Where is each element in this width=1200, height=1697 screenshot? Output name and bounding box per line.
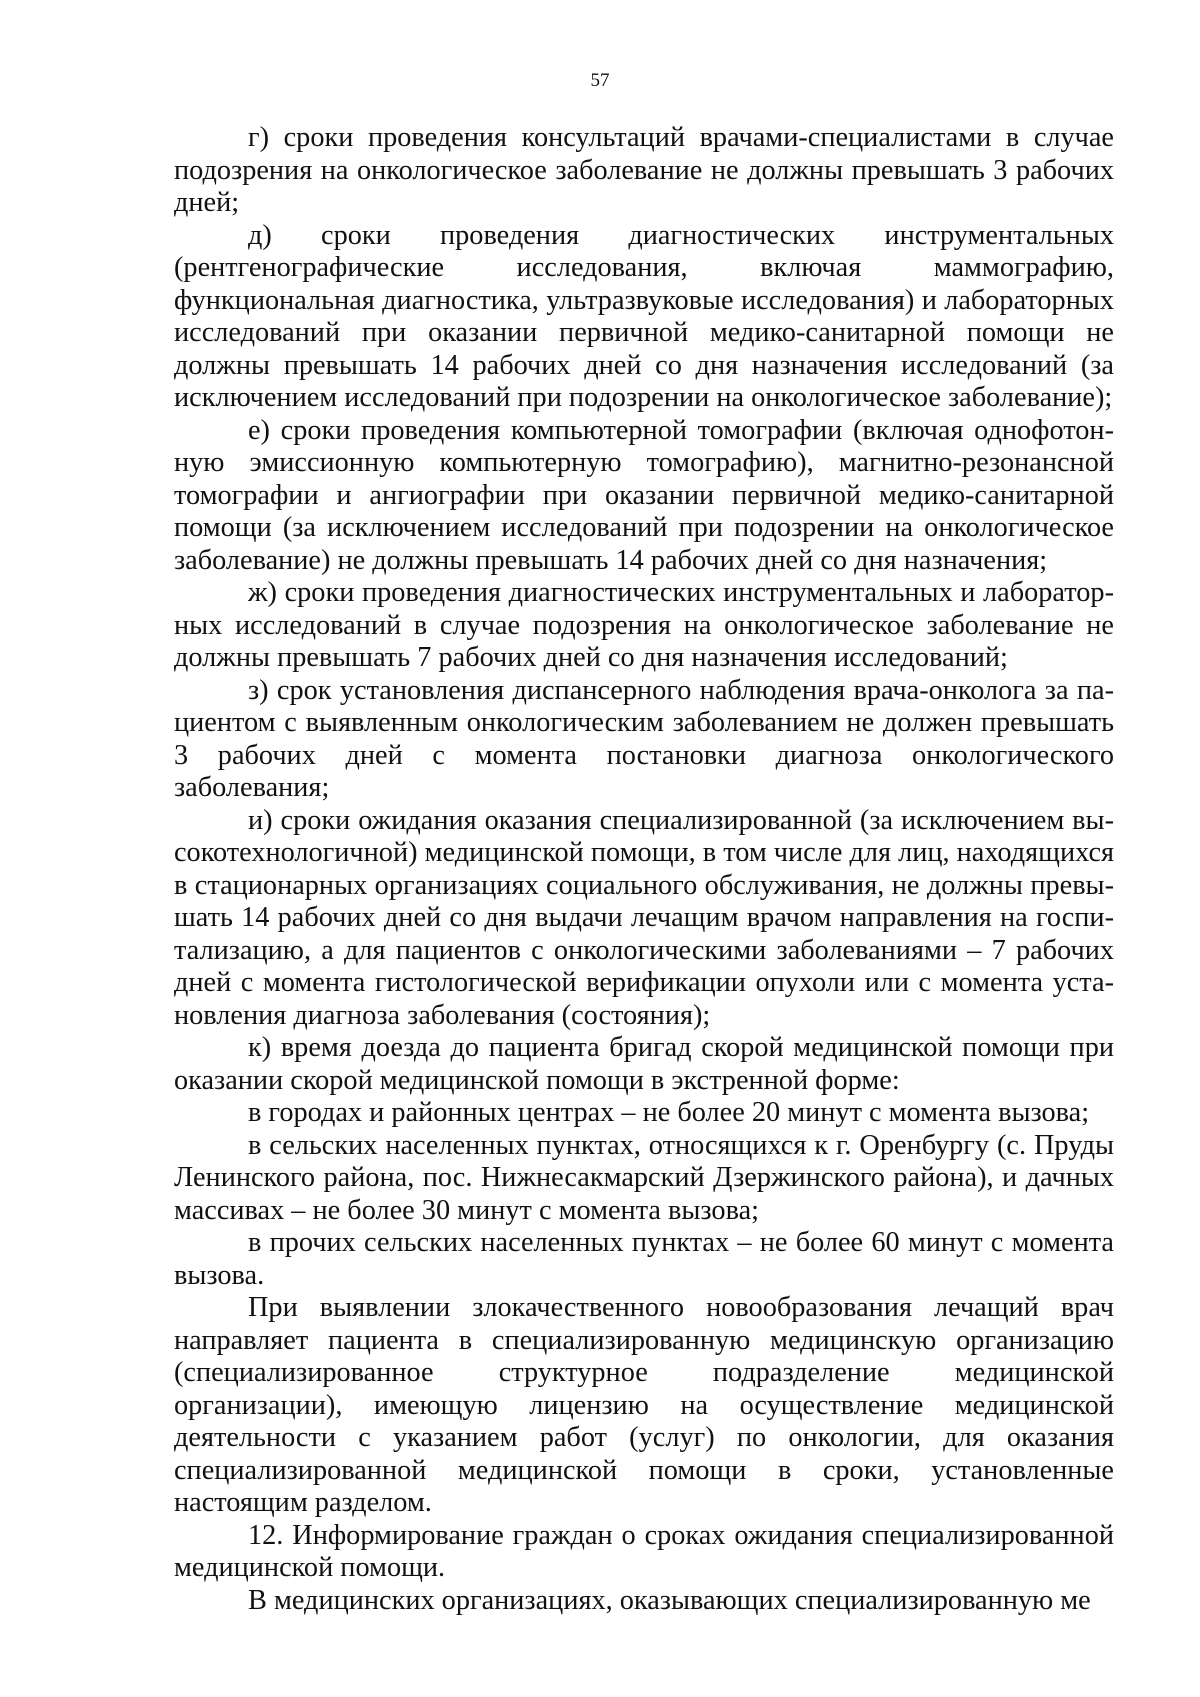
document-body	[174, 122, 1114, 1617]
page-number: 57	[590, 70, 610, 91]
paragraph-malignant-neoplasm: При выявлении злокачественного новообразования лечащий врач направляет пациента в специализированную медицинскую организацию (специализированное структурное подразделение медицинской организации), имеющую лицензию на осуществление медицинской деятельности с указанием работ (услуг) по онкологии, для оказания специализированной медицинской помощи в сроки, установленные настоящим разделом.	[174, 1292, 1114, 1518]
paragraph-e: е) сроки проведения компьютерной томографии (включая однофотонную эмиссионную компьютерную томографию), магнитно-резонансной томографии и ангиографии при оказании первичной медико-санитарной помощи (за исключением исследований при подозрении на онкологическое заболевание) не должны превышать 14 рабочих дней со дня назначения;	[174, 414, 1114, 576]
paragraph-section-12: 12. Информирование граждан о сроках ожидания специализированной медицинской помощи.	[174, 1519, 1114, 1583]
paragraph-z: з) срок установления диспансерного наблюдения врача-онколога за пациентом с выявленным онкологическим заболеванием не должен превышать 3 рабочих дней с момента постановки диагноза онкологического заболевания;	[174, 674, 1114, 803]
paragraph-rural-orenburg: в сельских населенных пунктах, относящихся к г. Оренбургу (с. Пруды Ленинского района, пос. Нижнесакмарский Дзержинского района), и дачных массивах – не более 30 минут с момента вызова;	[174, 1129, 1114, 1226]
paragraph-other-rural: в прочих сельских населенных пунктах – не более 60 минут с момента вызова.	[174, 1227, 1114, 1291]
paragraph-zh: ж) сроки проведения диагностических инструментальных и лабораторных исследований в случае подозрения на онкологическое заболевание не должны превышать 7 рабочих дней со дня назначения исследований;	[174, 577, 1114, 673]
paragraph-k: к) время доезда до пациента бригад скорой медицинской помощи при оказании скорой медицинской помощи в экстренной форме:	[174, 1032, 1114, 1096]
paragraph-medical-organizations: В медицинских организациях, оказывающих специализированную ме	[248, 1584, 1091, 1616]
paragraph-d: д) сроки проведения диагностических инструментальных (рентгенографические исследования, включая маммографию, функциональная диагностика, ультразвуковые исследования) и лабораторных исследований при оказании первичной медико-санитарной помощи не должны превышать 14 рабочих дней со дня назначения исследований (за исключением исследований при подозрении на онкологическое заболевание);	[174, 219, 1114, 413]
paragraph-i: и) сроки ожидания оказания специализированной (за исключением высокотехнологичной) медицинской помощи, в том числе для лиц, находящихся в стационарных организациях социального обслуживания, не должны превышать 14 рабочих дней со дня выдачи лечащим врачом направления на госпитализацию, а для пациентов с онкологическими заболеваниями – 7 рабочих дней с момента гистологической верификации опухоли или с момента установления диагноза заболевания (состояния);	[174, 804, 1115, 1031]
paragraph-g: г) сроки проведения консультаций врачами-специалистами в случае подозрения на онкологическое заболевание не должны превышать 3 рабочих дней;	[174, 122, 1114, 218]
paragraph-cities: в городах и районных центрах – не более 20 минут с момента вызова;	[248, 1097, 1090, 1128]
